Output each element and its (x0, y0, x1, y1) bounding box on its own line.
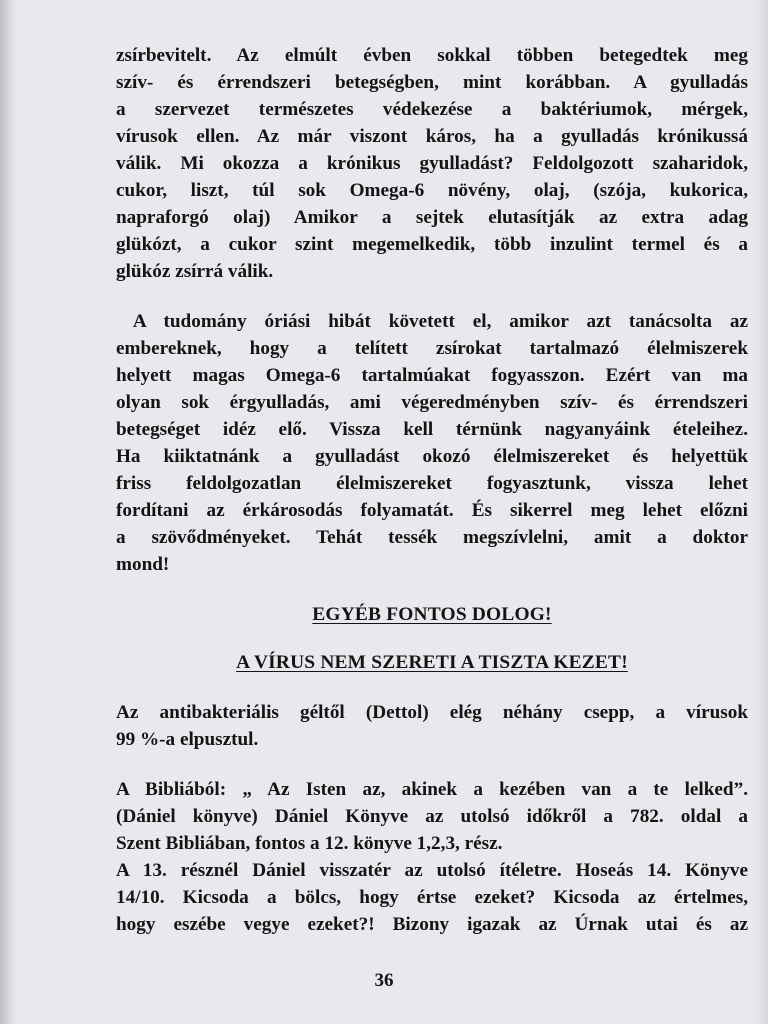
text-line: vírusok ellen. Az már viszont káros, ha a gyulladás krónikussá (116, 126, 748, 147)
heading-other-important: EGYÉB FONTOS DOLOG! (312, 604, 552, 625)
text-line: zsírbevitelt. Az elmúlt évben sokkal többen betegedtek meg (116, 45, 748, 66)
text-line: A Bibliából: „ Az Isten az, akinek a kezében van a te lelked”. (116, 779, 748, 800)
text-line: szív- és érrendszeri betegségben, mint korábban. A gyulladás (116, 72, 748, 93)
paragraph-1 (116, 42, 748, 285)
page-text (116, 42, 748, 938)
text-line: 99 %-a elpusztul. (116, 729, 259, 750)
text-line: glükózt, a cukor szint megemelkedik, több inzulint termel és a (116, 234, 748, 255)
text-line: a szövődményeket. Tehát tessék megszívlelni, amit a doktor (116, 527, 748, 548)
text-line: Az antibakteriális géltől (Dettol) elég néhány csepp, a vírusok (116, 702, 748, 723)
text-line: Szent Bibliában, fontos a 12. könyve 1,2,3, rész. (116, 833, 503, 854)
text-line: embereknek, hogy a telített zsírokat tartalmazó élelmiszerek (116, 338, 748, 359)
text-line: hogy eszébe vegye ezeket?! Bizony igazak az Úrnak utai és az (116, 914, 748, 935)
text-line: A 13. résznél Dániel visszatér az utolsó ítéletre. Hoseás 14. Könyve (116, 860, 748, 881)
text-line: napraforgó olaj) Amikor a sejtek elutasítják az extra adag (116, 207, 748, 228)
text-line: fordítani az érkárosodás folyamatát. És sikerrel meg lehet előzni (116, 500, 748, 521)
text-line: a szervezet természetes védekezése a baktériumok, mérgek, (116, 99, 748, 120)
text-line: glükóz zsírrá válik. (116, 261, 274, 282)
text-line: cukor, liszt, túl sok Omega-6 növény, olaj, (szója, kukorica, (116, 180, 748, 201)
text-line: (Dániel könyve) Dániel Könyve az utolsó időkről a 782. oldal a (116, 806, 748, 827)
text-line: betegséget idéz elő. Vissza kell térnünk nagyanyáink ételeihez. (116, 419, 748, 440)
text-line: 14/10. Kicsoda a bölcs, hogy értse ezeket? Kicsoda az értelmes, (116, 887, 748, 908)
text-line: mond! (116, 554, 170, 575)
text-line: válik. Mi okozza a krónikus gyulladást? Feldolgozott szaharidok, (116, 153, 748, 174)
page-number: 36 (374, 970, 394, 991)
text-line: helyett magas Omega-6 tartalmúakat fogyasszon. Ezért van ma (116, 365, 748, 386)
text-line: Ha kiiktatnánk a gyulladást okozó élelmiszereket és helyettük (116, 446, 748, 467)
text-line: A tudomány óriási hibát követett el, amikor azt tanácsolta az (116, 311, 748, 332)
heading-virus-clean-hands: A VÍRUS NEM SZERETI A TISZTA KEZET! (236, 652, 628, 673)
paragraph-2 (116, 308, 748, 578)
page-edge (754, 0, 768, 1024)
paragraph-3 (116, 699, 748, 753)
text-line: olyan sok érgyulladás, ami végeredményben szív- és érrendszeri (116, 392, 748, 413)
page-binding-shadow (0, 0, 18, 1024)
paragraph-4 (116, 776, 748, 938)
text-line: friss feldolgozatlan élelmiszereket fogyasztunk, vissza lehet (116, 473, 748, 494)
